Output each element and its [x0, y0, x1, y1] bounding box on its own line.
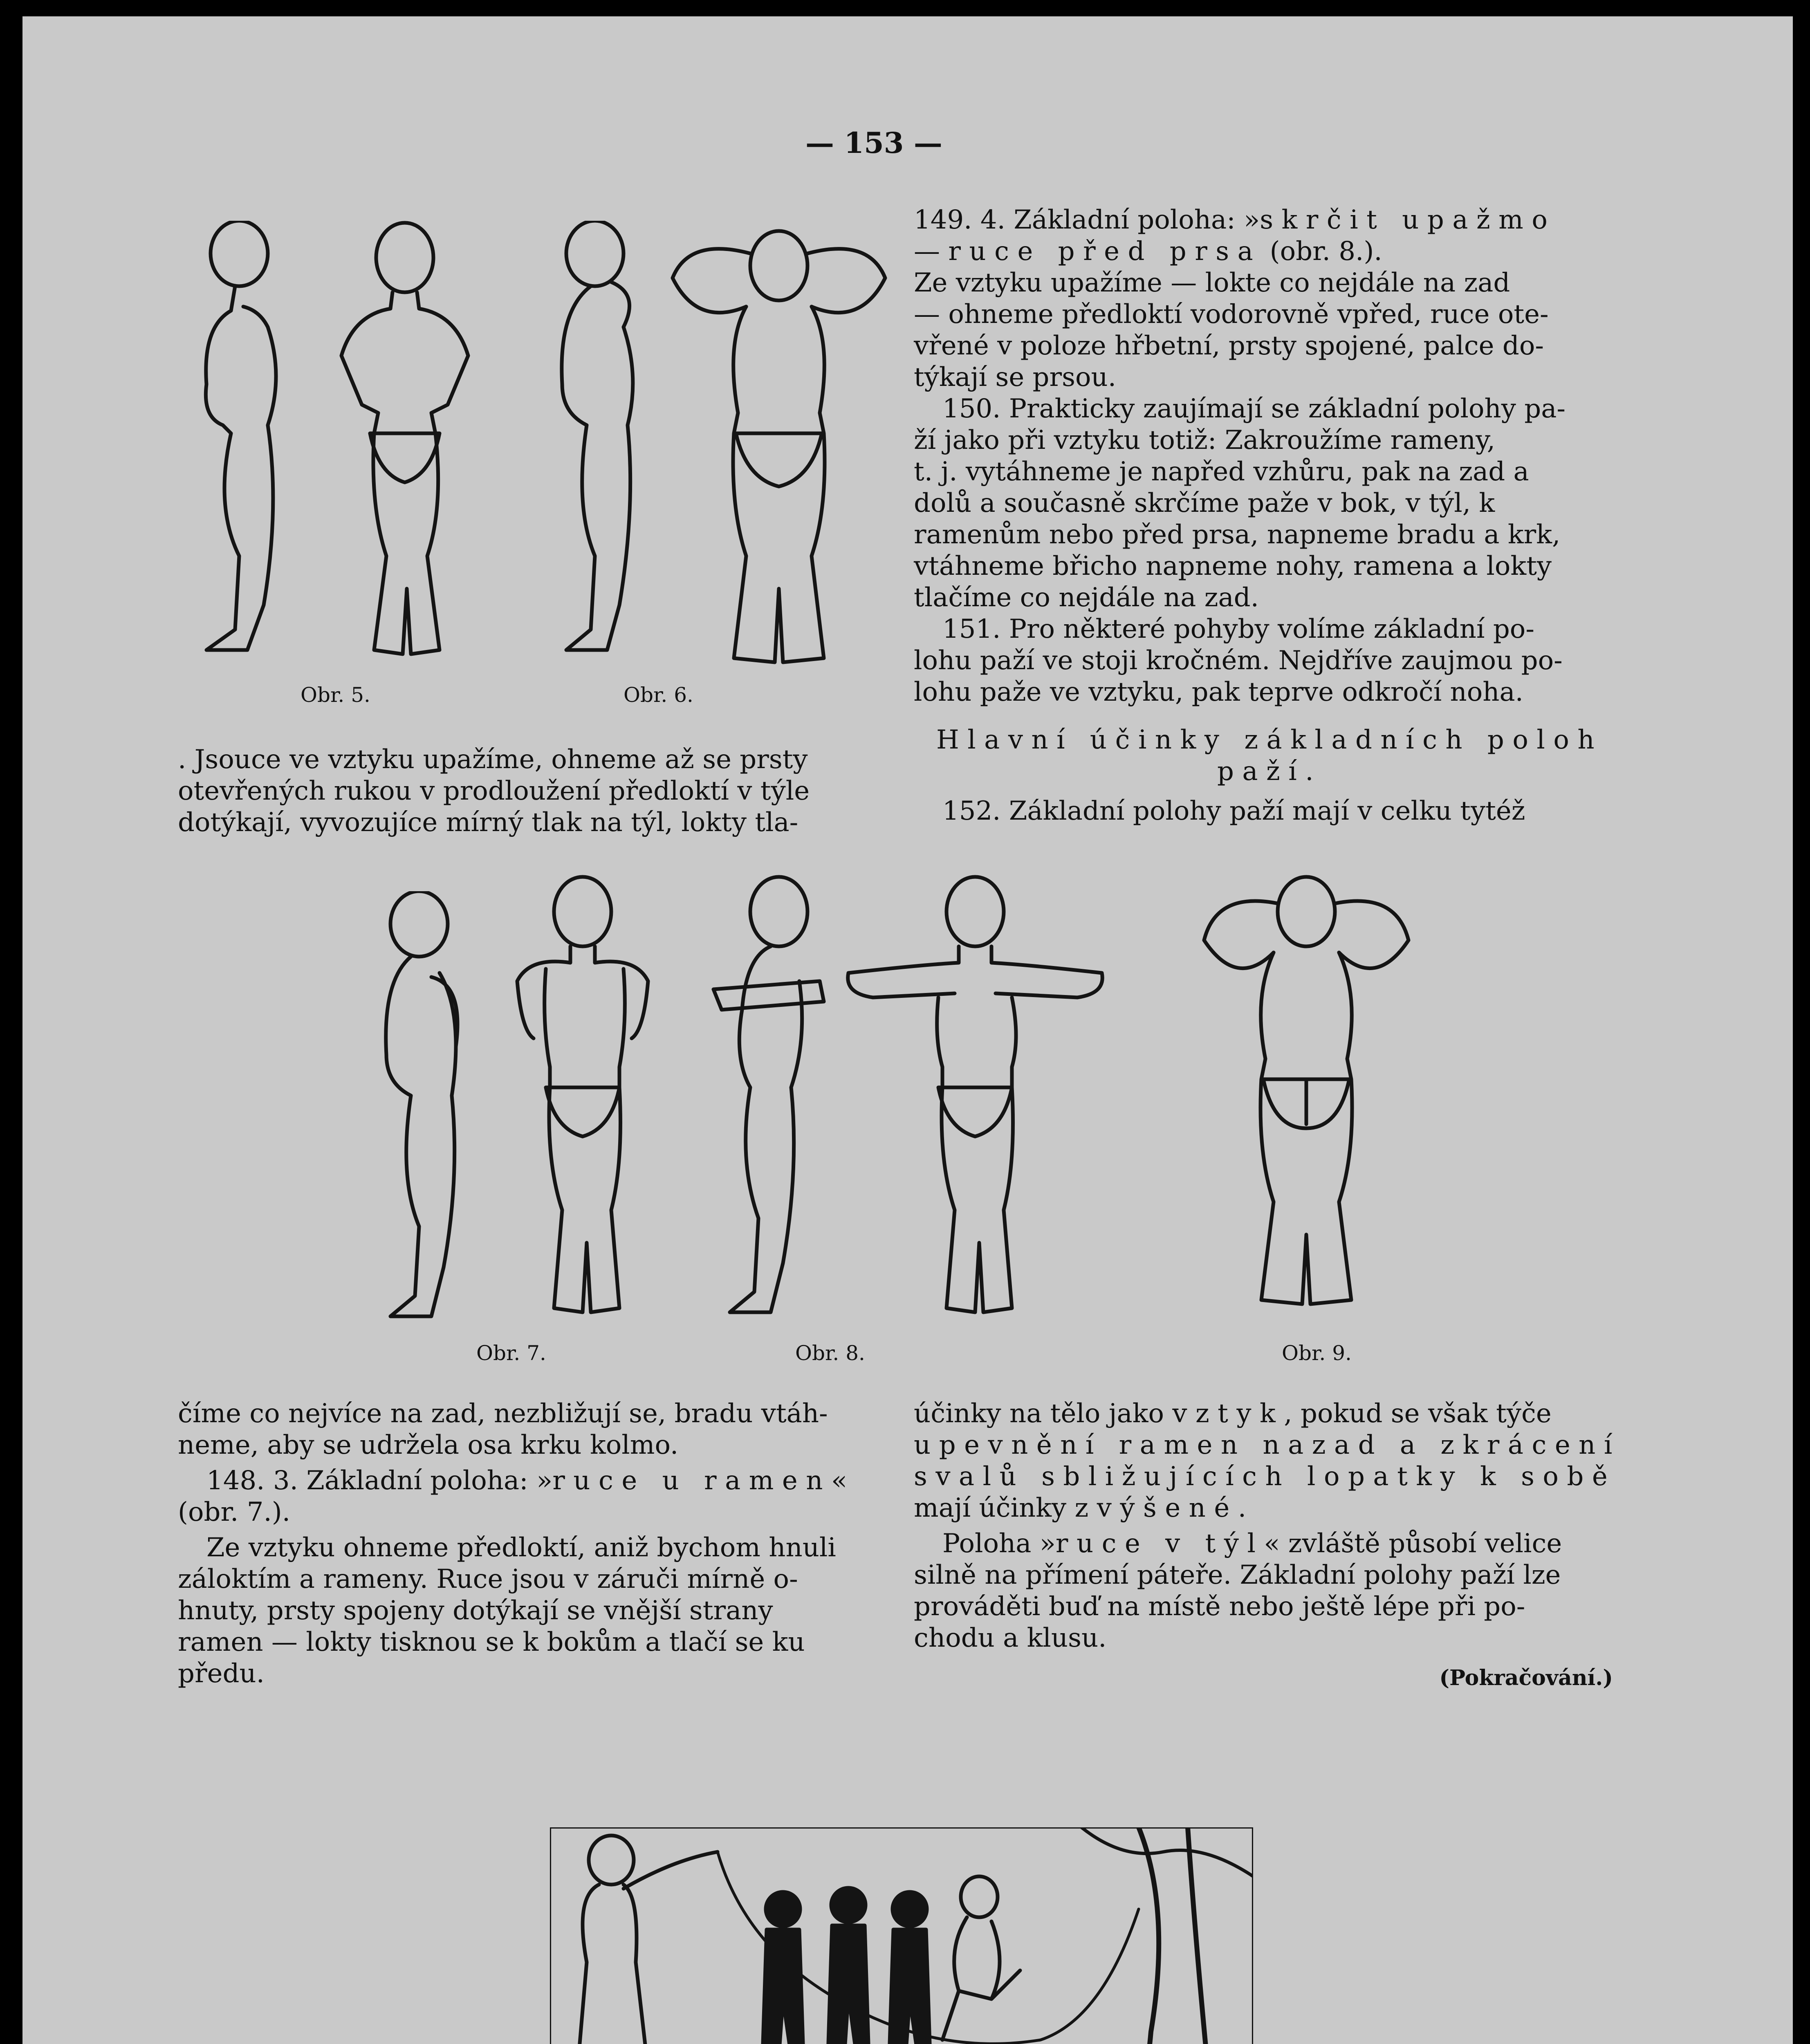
spaced-term: zvýšené [1074, 1493, 1238, 1523]
figure-5-front-drawing [309, 221, 501, 679]
illustration-jump-rope-vignette [550, 1827, 1253, 2044]
figure-5-front-view [309, 221, 501, 679]
text-line: hnuty, prsty spojeny dotýkají se vnější strany [178, 1596, 773, 1626]
figure-8-side-view [697, 875, 836, 1333]
figure-9-drawing [1192, 867, 1421, 1333]
text-run: , pokud se však týče [1284, 1399, 1552, 1429]
text-line [914, 1528, 1625, 1560]
paragraph-149-title [914, 204, 1625, 236]
continued-note: (Pokračování.) [1439, 1665, 1613, 1690]
spaced-term: vztyk [1172, 1399, 1284, 1429]
spaced-term: ruce v týl [1055, 1529, 1264, 1559]
figure-7-drawing [358, 891, 480, 1337]
figure-7-front-view [489, 875, 677, 1341]
text-line: otevřených rukou v prodloužení předloktí v týle [178, 776, 810, 806]
paragraph-149-title-2 [914, 236, 1625, 267]
right-column-top [914, 204, 1625, 827]
figure-6-side-view [529, 221, 664, 679]
text-line: chodu a klusu. [914, 1623, 1107, 1653]
text-run: « [831, 1466, 848, 1496]
caption-obr-9: Obr. 9. [1282, 1341, 1352, 1365]
text-line: svalů sbližujících lopatky k sobě [914, 1461, 1616, 1492]
text-run: (obr. 8.). [1261, 236, 1382, 267]
right-column-bottom [914, 1398, 1625, 1694]
text-run: 148. 3. Základní poloha: » [206, 1466, 553, 1496]
text-line: ží jako při vztyku totiž: Zakroužíme rameny, [914, 425, 1496, 455]
text-line: dotýkají, vyvozujíce mírný tlak na týl, lokty tla- [178, 807, 798, 838]
text-line: 150. Prakticky zaujímají se základní polohy pa- [942, 394, 1566, 424]
text-run: účinky na tělo jako [914, 1399, 1173, 1429]
text-line: silně na přímení páteře. Základní polohy paží lze [914, 1560, 1561, 1590]
text-line: 152. Základní polohy paží mají v celku tytéž [942, 796, 1525, 826]
text-line: dolů a současně skrčíme paže v bok, v týl, k [914, 488, 1495, 518]
text-line: upevnění ramen nazad a zkrácení [914, 1430, 1621, 1460]
text-line: prováděti buď na místě nebo ještě lépe při po- [914, 1591, 1525, 1622]
text-line: lohu paží ve stoji kročném. Nejdříve zaujmou po- [914, 645, 1563, 676]
text-run: mají účinky [914, 1493, 1075, 1523]
text-run: 149. 4. Základní poloha: » [914, 205, 1260, 235]
figure-6-front-drawing [664, 221, 893, 691]
text-line [914, 1398, 1625, 1430]
text-line: — ohneme předloktí vodorovně vpřed, ruce ote- [914, 299, 1549, 329]
caption-obr-6: Obr. 6. [624, 683, 693, 707]
text-line: vřené v poloze hřbetní, prsty spojené, palce do- [914, 331, 1544, 361]
text-line [914, 1493, 1625, 1524]
figure-7-side-view [358, 891, 480, 1337]
text-line: tlačíme co nejdále na zad. [914, 583, 1259, 613]
text-run: . [1238, 1493, 1247, 1523]
text-line: t. j. vytáhneme je napřed vzhůru, pak na zad a [914, 457, 1529, 487]
text-line: (obr. 7.). [178, 1497, 291, 1527]
text-run: « zvláště působí velice [1264, 1529, 1562, 1559]
section-heading: Hlavní účinky základních poloh [936, 725, 1603, 755]
figure-8-front-drawing [840, 875, 1110, 1341]
text-run: Poloha » [942, 1529, 1056, 1559]
figure-5-side-view [178, 221, 301, 679]
text-line: neme, aby se udržela osa krku kolmo. [178, 1430, 679, 1460]
text-line: Ze vztyku upažíme — lokte co nejdále na zad [914, 268, 1510, 298]
caption-obr-7: Obr. 7. [476, 1341, 546, 1365]
text-line: Ze vztyku ohneme předloktí, aniž bychom hnuli [206, 1533, 836, 1563]
spaced-term: ruce u ramen [552, 1466, 831, 1496]
left-column-bottom [178, 1398, 889, 1690]
page-number: — 153 — [805, 126, 942, 160]
text-line: ramenům nebo před prsa, napneme bradu a krk, [914, 520, 1561, 550]
spaced-term: ruce před prsa [948, 236, 1262, 267]
text-line: týkají se prsou. [914, 362, 1117, 392]
text-line: předu. [178, 1659, 265, 1689]
figure-7-front-drawing [489, 875, 677, 1341]
paragraph-148-title [178, 1465, 889, 1497]
text-line: 151. Pro některé pohyby volíme základní po- [942, 614, 1534, 644]
figure-5-drawing [178, 221, 301, 679]
text-line: lohu paže ve vztyku, pak teprve odkročí noha. [914, 677, 1523, 707]
figure-9-back-view [1192, 867, 1421, 1333]
text-line: vtáhneme břicho napneme nohy, ramena a lokty [914, 551, 1552, 581]
text-line: záloktím a rameny. Ruce jsou v záruči mírně o- [178, 1564, 798, 1594]
text-line: číme co nejvíce na zad, nezbližují se, bradu vtáh- [178, 1399, 828, 1429]
spaced-term: skrčit upažmo [1260, 205, 1556, 235]
text-line: . Jsouce ve vztyku upažíme, ohneme až se prsty [178, 744, 808, 775]
figure-8-drawing [697, 875, 836, 1333]
caption-obr-5: Obr. 5. [301, 683, 370, 707]
text-run: — [914, 236, 949, 267]
vignette-drawing [550, 1827, 1253, 2044]
figure-6-front-view [664, 221, 893, 691]
paragraph-147-continued [178, 744, 889, 838]
section-heading-2: paží. [1217, 756, 1322, 787]
book-page [22, 16, 1793, 2044]
figure-6-drawing [529, 221, 664, 679]
caption-obr-8: Obr. 8. [795, 1341, 865, 1365]
text-line: ramen — lokty tisknou se k bokům a tlačí se ku [178, 1627, 805, 1657]
figure-8-front-view [840, 875, 1110, 1341]
